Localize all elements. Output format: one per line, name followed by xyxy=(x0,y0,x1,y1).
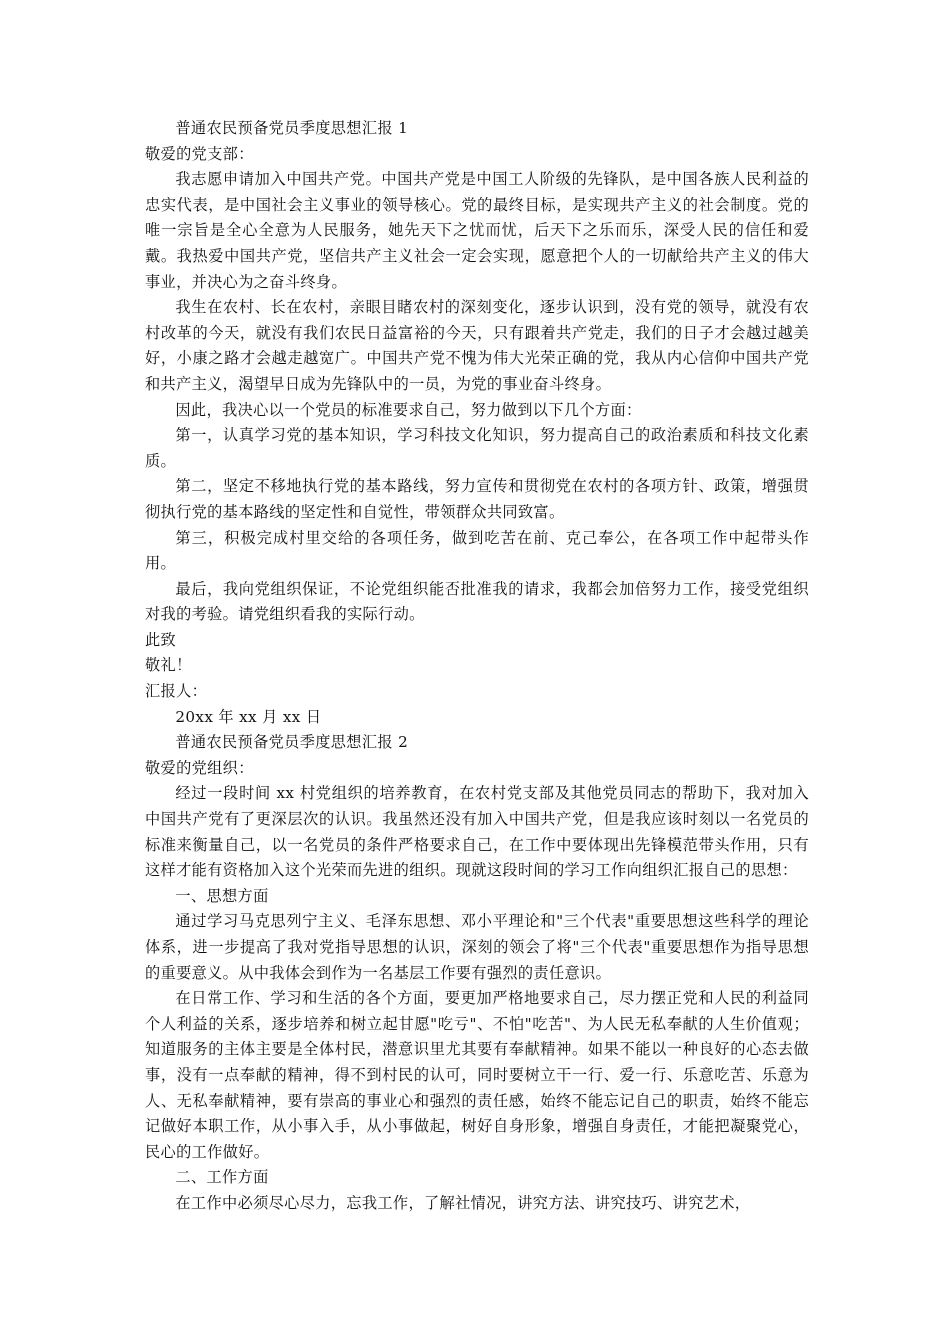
report1-paragraph-4: 第一，认真学习党的基本知识，学习科技文化知识，努力提高自己的政治素质和科技文化素质。 xyxy=(145,426,809,470)
report1-paragraph-2: 我生在农村、长在农村，亲眼目睹农村的深刻变化，逐步认识到，没有党的领导，就没有农村改革的今天，就没有我们农民日益富裕的今天，只有跟着共产党走，我们的日子才会越过越美好，小康之路才会越走越宽广。中国共产党不愧为伟大光荣正确的党，我从内心信仰中国共产党和共产主义，渴望早日成为先锋队中的一员，为党的事业奋斗终身。 xyxy=(145,298,809,393)
report2-title: 普通农民预备党员季度思想汇报 2 xyxy=(175,733,409,752)
report1-paragraph-5: 第二，坚定不移地执行党的基本路线，努力宣传和贯彻党在农村的各项方针、政策，增强贯彻执行党的基本路线的坚定性和自觉性，带领群众共同致富。 xyxy=(145,477,809,521)
report2-section2-paragraph-1: 在工作中必须尽心尽力，忘我工作，了解社情况，讲究方法、讲究技巧、讲究艺术， xyxy=(175,1193,751,1212)
report2-section1-paragraph-2: 在日常工作、学习和生活的各个方面，要更加严格地要求自己，尽力摆正党和人民的利益同个人利益的关系，逐步培养和树立起甘愿"吃亏"、不怕"吃苦"、为人民无私奉献的人生价值观；知道服务的主体主要是全体村民，潜意识里尤其要有奉献精神。如果不能以一种良好的心态去做事，没有一点奉献的精神，得不到村民的认可，同时要树立干一行、爱一行、乐意吃苦、乐意为人、无私奉献精神，要有崇高的事业心和强烈的责任感，始终不能忘记自己的职责，始终不能忘记做好本职工作，从小事入手，从小事做起，树好自身形象，增强自身责任，才能把凝聚党心，民心的工作做好。 xyxy=(145,989,809,1161)
report2-salutation: 敬爱的党组织： xyxy=(145,758,254,777)
report1-salutation: 敬爱的党支部： xyxy=(145,144,254,163)
report1-title: 普通农民预备党员季度思想汇报 1 xyxy=(175,119,409,137)
report2-section1-paragraph-1: 通过学习马克思列宁主义、毛泽东思想、邓小平理论和"三个代表"重要思想这些科学的理论体系，进一步提高了我对党指导思想的认识，深刻的领会了将"三个代表"重要思想作为指导思想的重要意义。从中我体会到作为一名基层工作要有强烈的责任意识。 xyxy=(145,912,809,982)
report1-closing-2: 敬礼！ xyxy=(145,656,192,675)
report1-date: 20xx 年 xx 月 xx 日 xyxy=(175,707,322,726)
report1-paragraph-1: 我志愿申请加入中国共产党。中国共产党是中国工人阶级的先锋队，是中国各族人民利益的忠实代表，是中国社会主义事业的领导核心。党的最终目标，是实现共产主义的社会制度。党的唯一宗旨是全心全意为人民服务，她先天下之忧而忧，后天下之乐而乐，深受人民的信任和爱戴。我热爱中国共产党，坚信共产主义社会一定会实现，愿意把个人的一切献给共产主义的伟大事业，并决心为之奋斗终身。 xyxy=(145,170,809,291)
report1-reporter: 汇报人： xyxy=(145,682,208,701)
report1-paragraph-6: 第三，积极完成村里交给的各项任务，做到吃苦在前、克己奉公，在各项工作中起带头作用。 xyxy=(145,528,809,573)
report1-closing-1: 此致 xyxy=(145,630,177,649)
document-page xyxy=(145,116,809,1217)
report1-paragraph-7: 最后，我向党组织保证，不论党组织能否批准我的请求，我都会加倍努力工作，接受党组织对我的考验。请党组织看我的实际行动。 xyxy=(145,579,809,624)
report2-intro: 经过一段时间 xx 村党组织的培养教育，在农村党支部及其他党员同志的帮助下，我对加入中国共产党有了更深层次的认识。我虽然还没有加入中国共产党，但是我应该时刻以一名党员的标准来衡量自己，以一名党员的条件严格要求自己，在工作中要体现出先锋模范带头作用，只有这样才能有资格加入这个光荣而先进的组织。现就这段时间的学习工作向组织汇报自己的思想： xyxy=(145,784,809,880)
report2-section1-heading: 一、思想方面 xyxy=(175,886,269,905)
report2-section2-heading: 二、工作方面 xyxy=(175,1168,269,1187)
report1-paragraph-3: 因此，我决心以一个党员的标准要求自己，努力做到以下几个方面： xyxy=(175,400,642,419)
